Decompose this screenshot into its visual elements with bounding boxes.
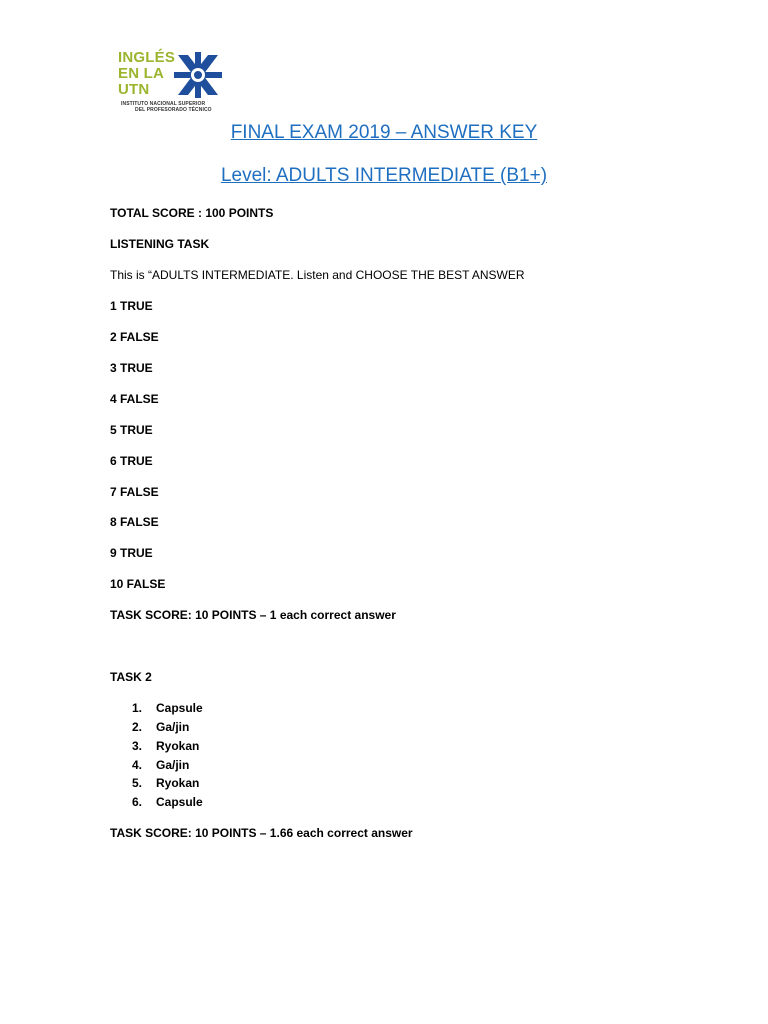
list-number: 3. xyxy=(132,739,143,753)
listening-instruction: This is “ADULTS INTERMEDIATE. Listen and CHOOSE THE BEST ANSWER xyxy=(110,268,525,282)
list-number: 2. xyxy=(132,720,143,734)
logo-subtitle-line-2: DEL PROFESORADO TÉCNICO xyxy=(135,107,212,113)
list-text: Ga/jin xyxy=(156,720,190,734)
logo-subtitle xyxy=(121,101,212,113)
task2-list-item xyxy=(132,758,189,773)
list-number: 1. xyxy=(132,701,143,715)
answer-item: 6 TRUE xyxy=(110,454,153,468)
answer-item: 1 TRUE xyxy=(110,299,153,313)
task2-score: TASK SCORE: 10 POINTS – 1.66 each correct answer xyxy=(110,826,413,840)
exam-level: Level: ADULTS INTERMEDIATE (B1+) xyxy=(220,165,548,186)
exam-title: FINAL EXAM 2019 – ANSWER KEY xyxy=(230,122,538,143)
answer-item: 3 TRUE xyxy=(110,361,153,375)
task2-list-item xyxy=(132,739,199,754)
task2-list-item xyxy=(132,795,203,810)
list-text: Ryokan xyxy=(156,776,200,790)
list-text: Ga/jin xyxy=(156,758,190,772)
ingles-en-la-utn-logo xyxy=(118,50,228,116)
list-number: 6. xyxy=(132,795,143,809)
answer-item: 10 FALSE xyxy=(110,577,166,591)
logo-line-2: EN LA xyxy=(118,65,164,82)
answer-item: 5 TRUE xyxy=(110,423,153,437)
listening-heading: LISTENING TASK xyxy=(110,237,210,251)
utn-emblem-icon xyxy=(174,52,222,98)
total-score: TOTAL SCORE : 100 POINTS xyxy=(110,206,274,220)
list-text: Capsule xyxy=(156,701,203,715)
list-text: Capsule xyxy=(156,795,203,809)
task2-list-item xyxy=(132,701,203,716)
logo-line-1: INGLÉS xyxy=(118,49,176,66)
task2-heading: TASK 2 xyxy=(110,670,152,684)
answer-item: 4 FALSE xyxy=(110,392,159,406)
list-number: 4. xyxy=(132,758,143,772)
list-text: Ryokan xyxy=(156,739,200,753)
task2-list-item xyxy=(132,776,199,791)
answer-item: 7 FALSE xyxy=(110,485,159,499)
logo-line-3: UTN xyxy=(118,81,150,98)
logo-wordmark xyxy=(118,50,175,98)
listening-task-score: TASK SCORE: 10 POINTS – 1 each correct answer xyxy=(110,608,396,622)
list-number: 5. xyxy=(132,776,143,790)
answer-item: 2 FALSE xyxy=(110,330,159,344)
task2-list-item xyxy=(132,720,189,735)
logo-subtitle-line-1: INSTITUTO NACIONAL SUPERIOR xyxy=(121,101,206,107)
answer-item: 8 FALSE xyxy=(110,515,159,529)
answer-item: 9 TRUE xyxy=(110,546,153,560)
